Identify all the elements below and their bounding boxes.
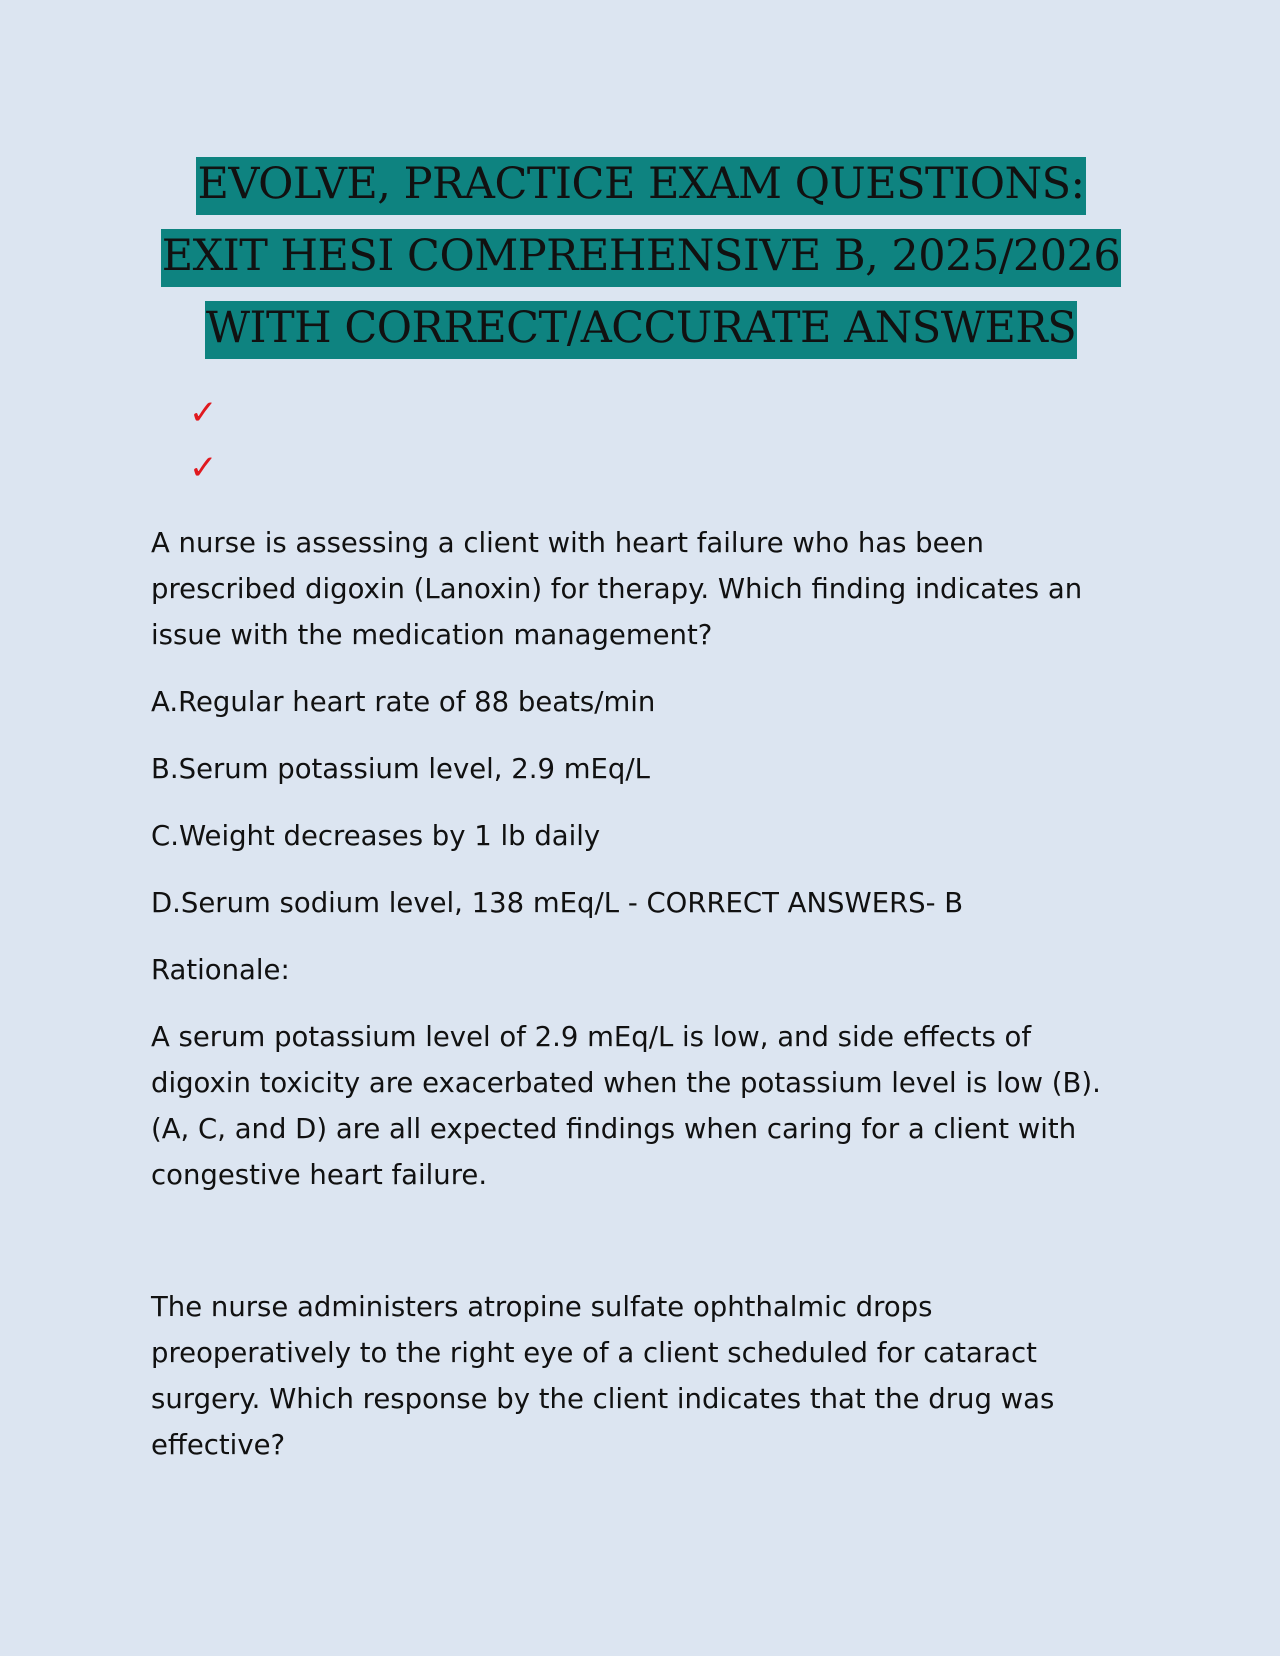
check-mark-list xyxy=(189,386,1131,496)
rationale-text: A serum potassium level of 2.9 mEq/L is low, and side effects of digoxin toxicity are exacerbated when the potassium level is low (B). (A, C, and D) are all expected findings when caring for a client with congestive heart failure. xyxy=(151,1021,1101,1191)
question-1-option-a: A.Regular heart rate of 88 beats/min xyxy=(151,686,656,718)
question-1-option-d: D.Serum sodium level, 138 mEq/L - CORRECT ANSWERS- B xyxy=(151,887,964,919)
document-title xyxy=(151,148,1131,364)
title-highlight: EVOLVE, PRACTICE EXAM QUESTIONS: EXIT HESI COMPREHENSIVE B, 2025/2026 WITH CORRECT/ACCURATE ANSWERS xyxy=(161,157,1122,359)
question-1-option-c: C.Weight decreases by 1 lb daily xyxy=(151,820,601,852)
check-mark-icon: ✓ xyxy=(189,393,218,433)
question-1-stem: A nurse is assessing a client with heart failure who has been prescribed digoxin (Lanoxin) for therapy. Which finding indicates an issue with the medication management? xyxy=(151,527,1083,651)
rationale-label: Rationale: xyxy=(151,954,290,986)
document-page xyxy=(151,148,1131,1468)
question-1-option-b: B.Serum potassium level, 2.9 mEq/L xyxy=(151,753,650,785)
question-2-stem: The nurse administers atropine sulfate ophthalmic drops preoperatively to the right eye of a client scheduled for cataract surgery. Which response by the client indicates that the drug was effective? xyxy=(151,1291,1055,1461)
check-mark-icon: ✓ xyxy=(189,448,218,488)
